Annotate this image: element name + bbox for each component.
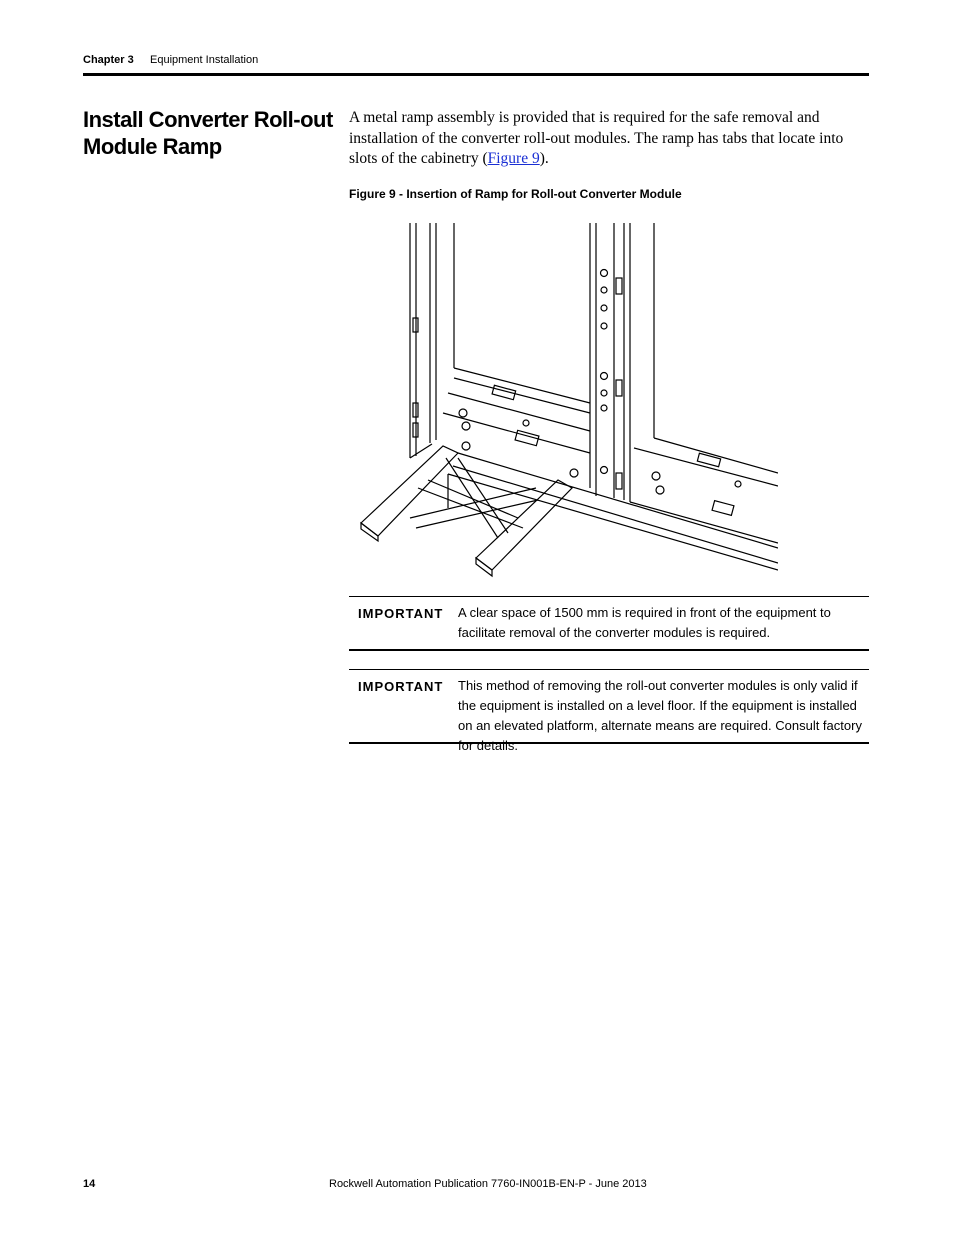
important-label: IMPORTANT [358, 606, 444, 621]
important-label: IMPORTANT [358, 679, 444, 694]
header-rule [83, 73, 869, 76]
important-text: A clear space of 1500 mm is required in front of the equipment to facilitate removal of the converter modules is required. [458, 605, 831, 640]
center-post [596, 223, 654, 502]
body-paragraph [349, 108, 869, 170]
publication-info: Rockwell Automation Publication 7760-IN001B-EN-P - June 2013 [329, 1178, 647, 1190]
right-cabinet-floor [630, 438, 778, 543]
page-number: 14 [83, 1178, 96, 1190]
figure-9-link[interactable]: Figure 9 [487, 150, 540, 167]
chapter-label: Chapter 3 [83, 54, 134, 66]
ramp-insertion-illustration [358, 218, 778, 578]
important-notice-level-floor [349, 669, 869, 753]
body-text-end: ). [539, 150, 549, 167]
running-header [83, 54, 258, 66]
body-text-start: A metal ramp assembly is provided that is required for the safe removal and installation of the converter roll-out modules. The ramp has tabs that locate into slots of the cabinetry ( [349, 109, 844, 167]
left-cabinet-frame [410, 223, 454, 458]
cabinet-interior [443, 223, 590, 488]
ramp-assembly [361, 442, 578, 576]
important-text: This method of removing the roll-out converter modules is only valid if the equipment is installed on a level floor. If the equipment is installed on an elevated platform, alternate means are required. Consult factory for details. [458, 678, 862, 753]
figure-caption: Figure 9 - Insertion of Ramp for Roll-out Converter Module [349, 187, 682, 201]
important-notice-clear-space [349, 596, 869, 651]
section-title: Install Converter Roll-out Module Ramp [83, 107, 333, 159]
base-plinth [448, 453, 778, 570]
section-label: Equipment Installation [150, 54, 259, 66]
